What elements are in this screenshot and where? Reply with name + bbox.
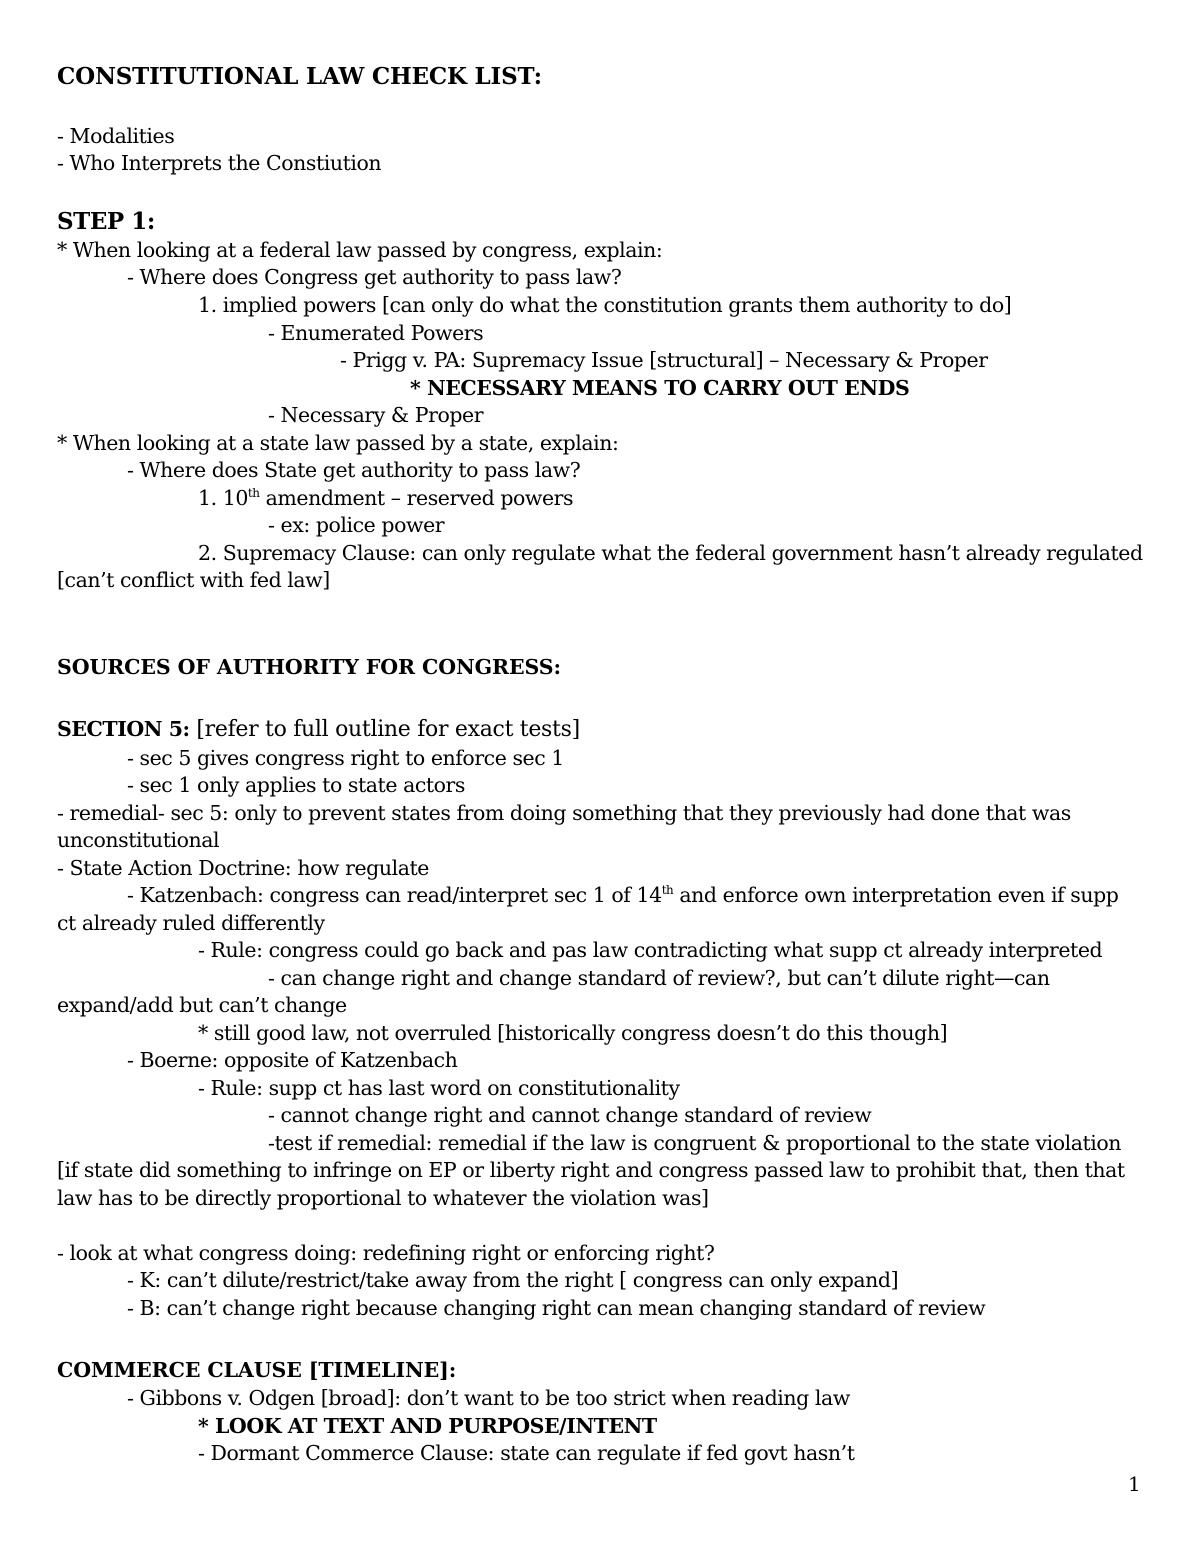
text-line: - Where does Congress get authority to pass law?: [127, 265, 622, 289]
emphasis-line: * NECESSARY MEANS TO CARRY OUT ENDS: [410, 376, 910, 400]
text-line: - State Action Doctrine: how regulate: [57, 856, 429, 880]
text-line: -test if remedial: remedial if the law is congruent & proportional to the state violation: [268, 1131, 1122, 1155]
text-line: - Boerne: opposite of Katzenbach: [127, 1048, 458, 1072]
text-line: * When looking at a federal law passed by congress, explain:: [57, 238, 663, 262]
text-line: law has to be directly proportional to whatever the violation was]: [57, 1186, 709, 1210]
text-line: - sec 5 gives congress right to enforce sec 1: [127, 746, 564, 770]
intro-line: - Who Interprets the Constiution: [57, 151, 382, 175]
text-line: unconstitutional: [57, 828, 220, 852]
emphasis-line: * LOOK AT TEXT AND PURPOSE/INTENT: [198, 1414, 657, 1438]
intro-line: - Modalities: [57, 124, 175, 148]
section5-heading: SECTION 5: [refer to full outline for exact tests]: [57, 717, 580, 742]
text-line: - Rule: congress could go back and pas law contradicting what supp ct already interpreted: [198, 938, 1103, 962]
text-line: expand/add but can’t change: [57, 993, 347, 1017]
text-line: [if state did something to infringe on EP or liberty right and congress passed law to prohibit that, then that: [57, 1158, 1125, 1182]
text-line: - B: can’t change right because changing right can mean changing standard of review: [127, 1296, 986, 1320]
text-line: - can change right and change standard of review?, but can’t dilute right—can: [268, 966, 1050, 990]
text-line: - look at what congress doing: redefining right or enforcing right?: [57, 1241, 715, 1265]
text-line: - Prigg v. PA: Supremacy Issue [structural] – Necessary & Proper: [340, 348, 988, 372]
text-line: - cannot change right and cannot change standard of review: [268, 1103, 872, 1127]
text-line: * still good law, not overruled [historically congress doesn’t do this though]: [198, 1021, 948, 1045]
text-line: - Dormant Commerce Clause: state can regulate if fed govt hasn’t: [198, 1441, 855, 1465]
text-line: - sec 1 only applies to state actors: [127, 773, 465, 797]
text-line: - Gibbons v. Odgen [broad]: don’t want to be too strict when reading law: [127, 1386, 850, 1410]
text-line: 1. 10th amendment – reserved powers: [198, 486, 574, 510]
sources-heading: SOURCES OF AUTHORITY FOR CONGRESS:: [57, 655, 561, 679]
text-line: 2. Supremacy Clause: can only regulate what the federal government hasn’t already regulated: [198, 541, 1143, 565]
text-line: - Necessary & Proper: [268, 403, 484, 427]
page-title: CONSTITUTIONAL LAW CHECK LIST:: [57, 63, 542, 90]
step1-heading: STEP 1:: [57, 208, 155, 235]
text-line: - Where does State get authority to pass law?: [127, 458, 581, 482]
text-line: 1. implied powers [can only do what the constitution grants them authority to do]: [198, 293, 1012, 317]
text-line: - ex: police power: [268, 513, 445, 537]
text-line: - Rule: supp ct has last word on constitutionality: [198, 1076, 680, 1100]
text-line: * When looking at a state law passed by a state, explain:: [57, 431, 619, 455]
text-line: - Enumerated Powers: [268, 321, 484, 345]
commerce-heading: COMMERCE CLAUSE [TIMELINE]:: [57, 1358, 457, 1382]
text-line: [can’t conflict with fed law]: [57, 568, 330, 592]
text-line: ct already ruled differently: [57, 911, 325, 935]
text-line: - remedial- sec 5: only to prevent states from doing something that they previously had done that was: [57, 801, 1071, 825]
page-number: 1: [1128, 1472, 1141, 1496]
text-line: - Katzenbach: congress can read/interpret sec 1 of 14th and enforce own interpretation even if supp: [127, 883, 1119, 907]
text-line: - K: can’t dilute/restrict/take away from the right [ congress can only expand]: [127, 1268, 899, 1292]
